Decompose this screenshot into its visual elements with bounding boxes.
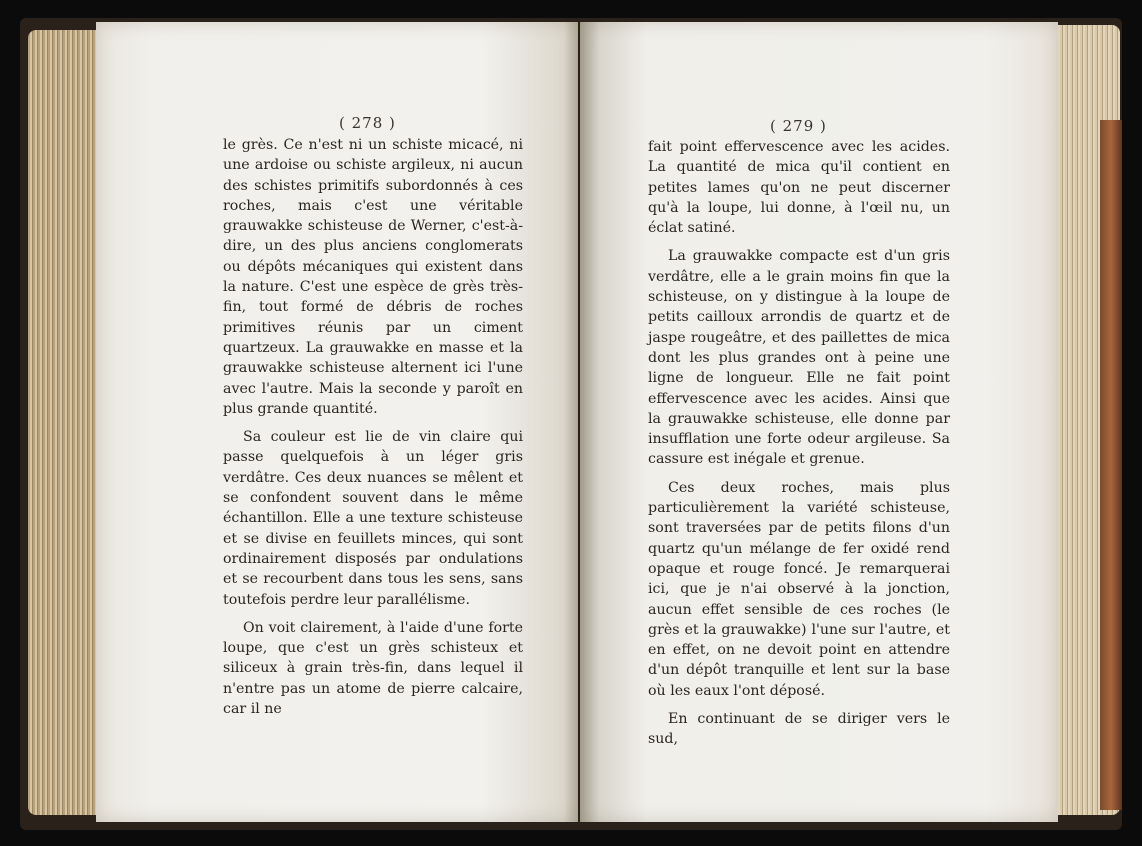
left-page: [96, 22, 578, 822]
paragraph: On voit clairement, à l'aide d'une forte loupe, que c'est un grès schisteux et siliceux à grain très-fin, dans lequel il n'entre pas un atome de pierre calcaire, car il ne: [223, 619, 523, 718]
paragraph: le grès. Ce n'est ni un schiste micacé, ni une ardoise ou schiste argileux, ni aucun des schistes primitifs subordonnés à ces roches, mais c'est une véritable grauwakke schisteuse de Werner, c'est-à-dire, un des plus anciens conglomerats ou dépôts mécaniques qui existent dans la nature. C'est une espèce de grès très-fin, tout formé de débris de roches primitives réunis par un ciment quartzeux. La grauwakke en masse et la grauwakke schisteuse alternent ici l'une avec l'autre. Mais la seconde y paroît en plus grande quantité.: [223, 137, 523, 417]
paragraph: La grauwakke compacte est d'un gris verdâtre, elle a le grain moins fin que la schisteuse, on y distingue à la loupe de petits cailloux arrondis de quartz et de jaspe rougeâtre, et des paillettes de mica dont les plus grandes ont à peine une ligne de longueur. Elle ne fait point effervescence avec les acides. Ainsi que la grauwakke schisteuse, elle donne par insufflation une forte odeur argileuse. Sa cassure est inégale et grenue.: [648, 248, 950, 468]
right-page-text: [648, 137, 950, 758]
paragraph: En continuant de se diriger vers le sud,: [648, 711, 950, 748]
right-page-number: ( 279 ): [770, 117, 827, 135]
left-page-number: ( 278 ): [339, 114, 396, 132]
right-page: [580, 22, 1058, 822]
left-page-text: [223, 135, 523, 727]
paragraph: Sa couleur est lie de vin claire qui passe quelquefois à un léger gris verdâtre. Ces deux nuances se mêlent et se confondent souvent dans le même échantillon. Elle a une texture schisteuse et se divise en feuillets minces, qui sont ordinairement disposés par ondulations et se recourbent dans tous les sens, sans toutefois perdre leur parallélisme.: [223, 429, 523, 608]
paragraph: Ces deux roches, mais plus particulièrement la variété schisteuse, sont traversées par de petits filons d'un quartz qu'un mélange de fer oxidé rend opaque et rouge foncé. Je remarquerai ici, que je n'ai observé à la jonction, aucun effet sensible de ces roches (le grès et la grauwakke) l'une sur l'autre, et en effet, on ne devoit point en attendre d'un dépôt tranquille et lent sur la base où les eaux l'ont déposé.: [648, 479, 950, 699]
book-cover-edge: [1100, 120, 1122, 810]
paragraph: fait point effervescence avec les acides. La quantité de mica qu'il contient en petites lames qu'on ne peut discerner qu'à la loupe, lui donne, à l'œil nu, un éclat satiné.: [648, 139, 950, 237]
